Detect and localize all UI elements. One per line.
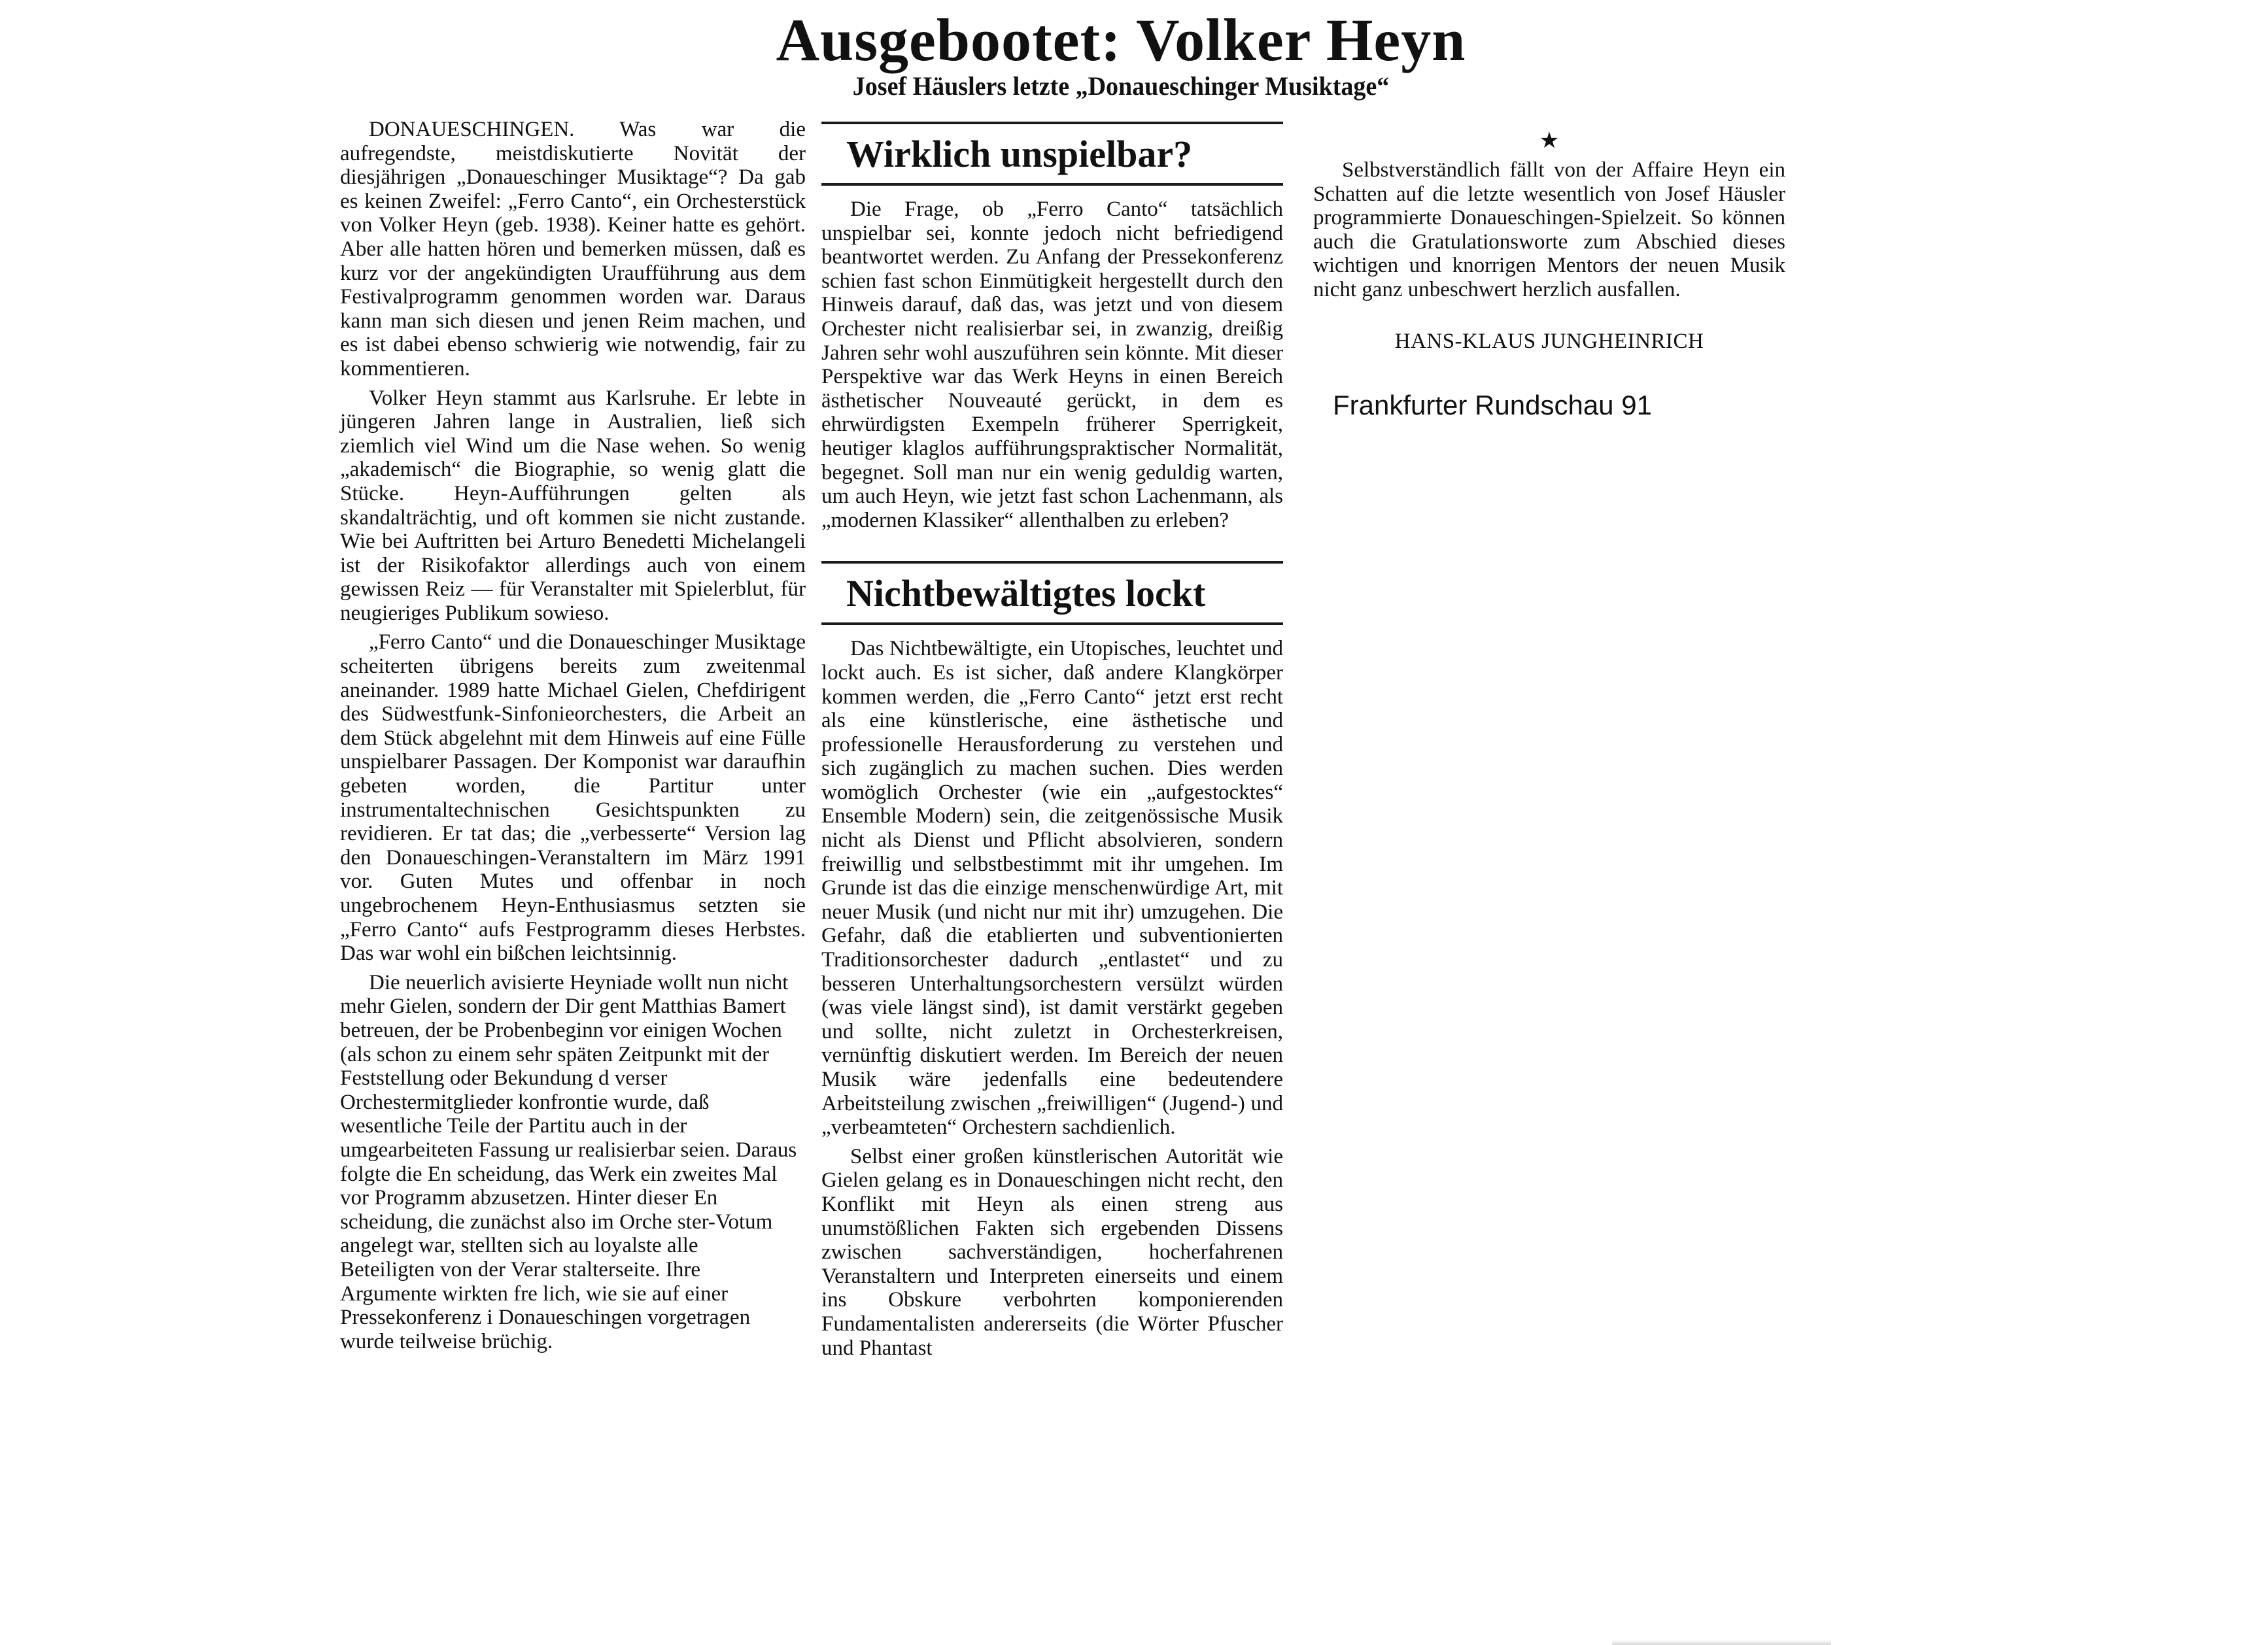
star-separator-icon: ★ — [1539, 129, 1560, 153]
column-1 — [340, 118, 806, 1359]
article-subheadline: Josef Häuslers letzte „Donaueschinger Musiktage“ — [852, 71, 1390, 101]
paragraph: Die neuerlich avisierte Heyniade wollt nun nicht mehr Gielen, sondern der Dir gent Matthias Bamert betreuen, der be Probenbeginn vor einigen Wochen (als schon zu einem sehr späten Zeitpunkt mit der Feststellung oder Bekundung d verser Orchestermitglieder konfrontie wurde, daß wesentliche Teile der Partitu auch in der umgearbeiteten Fassung ur realisierbar seien. Daraus folgte die En scheidung, das Werk ein zweites Mal vor Programm abzusetzen. Hinter dieser En scheidung, die zunächst also im Orche ster-Votum angelegt war, stellten sich au loyalste alle Beteiligten von der Verar stalterseite. Ihre Argumente wirkten fre lich, wie sie auf einer Pressekonferenz i Donaueschingen vorgetragen wurde teilweise brüchig. — [340, 970, 797, 1353]
column-2 — [821, 118, 1283, 1365]
section-heading-wirklich-unspielbar: Wirklich unspielbar? — [846, 133, 1193, 175]
section-rule-bottom — [821, 183, 1283, 186]
author-byline: HANS-KLAUS JUNGHEINRICH — [1394, 329, 1704, 353]
paragraph: Selbstverständlich fällt von der Affaire Heyn ein Schatten auf die letzte wesentlich von Josef Häusler programmierte Donaueschingen-Spielzeit. So können auch die Gratulationsworte zum Abschied dieses wichtigen und knorrigen Mentors der neuen Musik nicht ganz unbeschwert herzlich ausfallen. — [1313, 158, 1785, 301]
section-rule-top — [821, 122, 1283, 124]
paragraph: DONAUESCHINGEN. Was war die aufregendste, meistdiskutierte Novität der diesjährigen „Donaueschinger Musiktage“? Da gab es keinen Zweifel: „Ferro Canto“, ein Orchesterstück von Volker Heyn (geb. 1938). Keiner hatte es gehört. Aber alle hatten hören und bemerken müssen, daß es kurz vor der angekündigten Uraufführung aus dem Festivalprogramm genommen worden war. Daraus kann man sich diesen und jenen Reim machen, und es ist dabei ebenso schwierig wie notwendig, fair zu kommentieren. — [340, 118, 806, 381]
paragraph: „Ferro Canto“ und die Donaueschinger Musiktage scheiterten übrigens bereits zum zweitenmal aneinander. 1989 hatte Michael Gielen, Chefdirigent des Südwestfunk-Sinfonieorchesters, die Arbeit an dem Stück abgelehnt mit dem Hinweis auf eine Fülle unspielbarer Passagen. Der Komponist war daraufhin gebeten worden, die Partitur unter instrumentaltechnischen Gesichtspunkten zu revidieren. Er tat das; die „verbesserte“ Version lag den Donaueschingen-Veranstaltern im März 1991 vor. Guten Mutes und offenbar in noch ungebrochenem Heyn-Enthusiasmus setzten sie „Ferro Canto“ aufs Festprogramm dieses Herbstes. Das war wohl ein bißchen leichtsinnig. — [340, 630, 806, 966]
section-heading-nichtbewaeltigtes-lockt: Nichtbewältigtes lockt — [846, 572, 1206, 615]
clipped-paragraph-container — [340, 971, 798, 1359]
section-rule-top — [821, 561, 1283, 564]
paragraph: Volker Heyn stammt aus Karlsruhe. Er lebte in jüngeren Jahren lange in Australien, ließ sich ziemlich viel Wind um die Nase wehen. So wenig „akademisch“ die Biographie, so wenig glatt die Stücke. Heyn-Aufführungen gelten als skandalträchtig, und oft kommen sie nicht zustande. Wie bei Auftritten bei Arturo Benedetti Michelangeli ist der Risikofaktor allerdings auch von einem gewissen Reiz — für Veranstalter mit Spielerblut, für neugieriges Publikum sowieso. — [340, 386, 806, 625]
section-rule-bottom — [821, 622, 1283, 625]
paragraph: Das Nichtbewältigte, ein Utopisches, leuchtet und lockt auch. Es ist sicher, daß andere Klangkörper kommen werden, die „Ferro Canto“ jetzt erst recht als eine künstlerische, eine ästhetische und professionelle Herausforderung zu verstehen und sich zugänglich zu machen suchen. Dies werden womöglich Orchester (wie ein „aufgestocktes“ Ensemble Modern) sein, die zeitgenössische Musik nicht als Dienst und Pflicht absolvieren, sondern freiwillig und selbstbestimmt mit ihr umgehen. Im Grunde ist das die einzige menschenwürdige Art, mit neuer Musik (und nicht nur mit ihr) umzugehen. Die Gefahr, daß die etablierten und subventionierten Traditionsorchester dadurch „entlastet“ und zu besseren Unterhaltungsorchestern versülzt würden (was viele längst sind), ist damit verstärkt gegeben und sollte, nicht zuletzt in Orchesterkreisen, vernünftig diskutiert werden. Im Bereich der neuen Musik wäre jedenfalls eine bedeutendere Arbeitsteilung zwischen „freiwilligen“ (Jugend-) und „verbeamteten“ Orchestern sachdienlich. — [821, 637, 1283, 1140]
scan-edge-shadow — [1612, 1640, 1831, 1645]
paragraph: Die Frage, ob „Ferro Canto“ tatsächlich unspielbar sei, konnte jedoch nicht befriedigend beantwortet werden. Zu Anfang der Pressekonferenz schien fast schon Einmütigkeit hergestellt durch den Hinweis darauf, daß das, was jetzt und von diesem Orchester nicht realisierbar sei, in zwanzig, dreißig Jahren sehr wohl auszuführen sein könnte. Mit dieser Perspektive war das Werk Heyns in einen Bereich ästhetischer Nouveauté gerückt, in dem es ehrwürdigsten Exempeln früherer Sperrigkeit, heutiger klaglos aufführungspraktischer Normalität, begegnet. Soll man nur ein wenig geduldig warten, um auch Heyn, wie jetzt fast schon Lachenmann, als „modernen Klassiker“ allenthalben zu erleben? — [821, 197, 1283, 532]
paragraph: Selbst einer großen künstlerischen Autorität wie Gielen gelang es in Donaueschingen nicht recht, den Konflikt mit Heyn als einen streng aus unumstößlichen Fakten sich ergebenden Dissens zwischen sachverständigen, hocherfahrenen Veranstaltern und Interpreten einerseits und einem ins Obskure verbohrten komponierenden Fundamentalisten andererseits (die Wörter Pfuscher und Phantast — [821, 1144, 1283, 1360]
publication-source: Frankfurter Rundschau 91 — [1333, 390, 1652, 421]
article-headline: Ausgebootet: Volker Heyn — [776, 7, 1466, 73]
column-3 — [1313, 118, 1785, 421]
